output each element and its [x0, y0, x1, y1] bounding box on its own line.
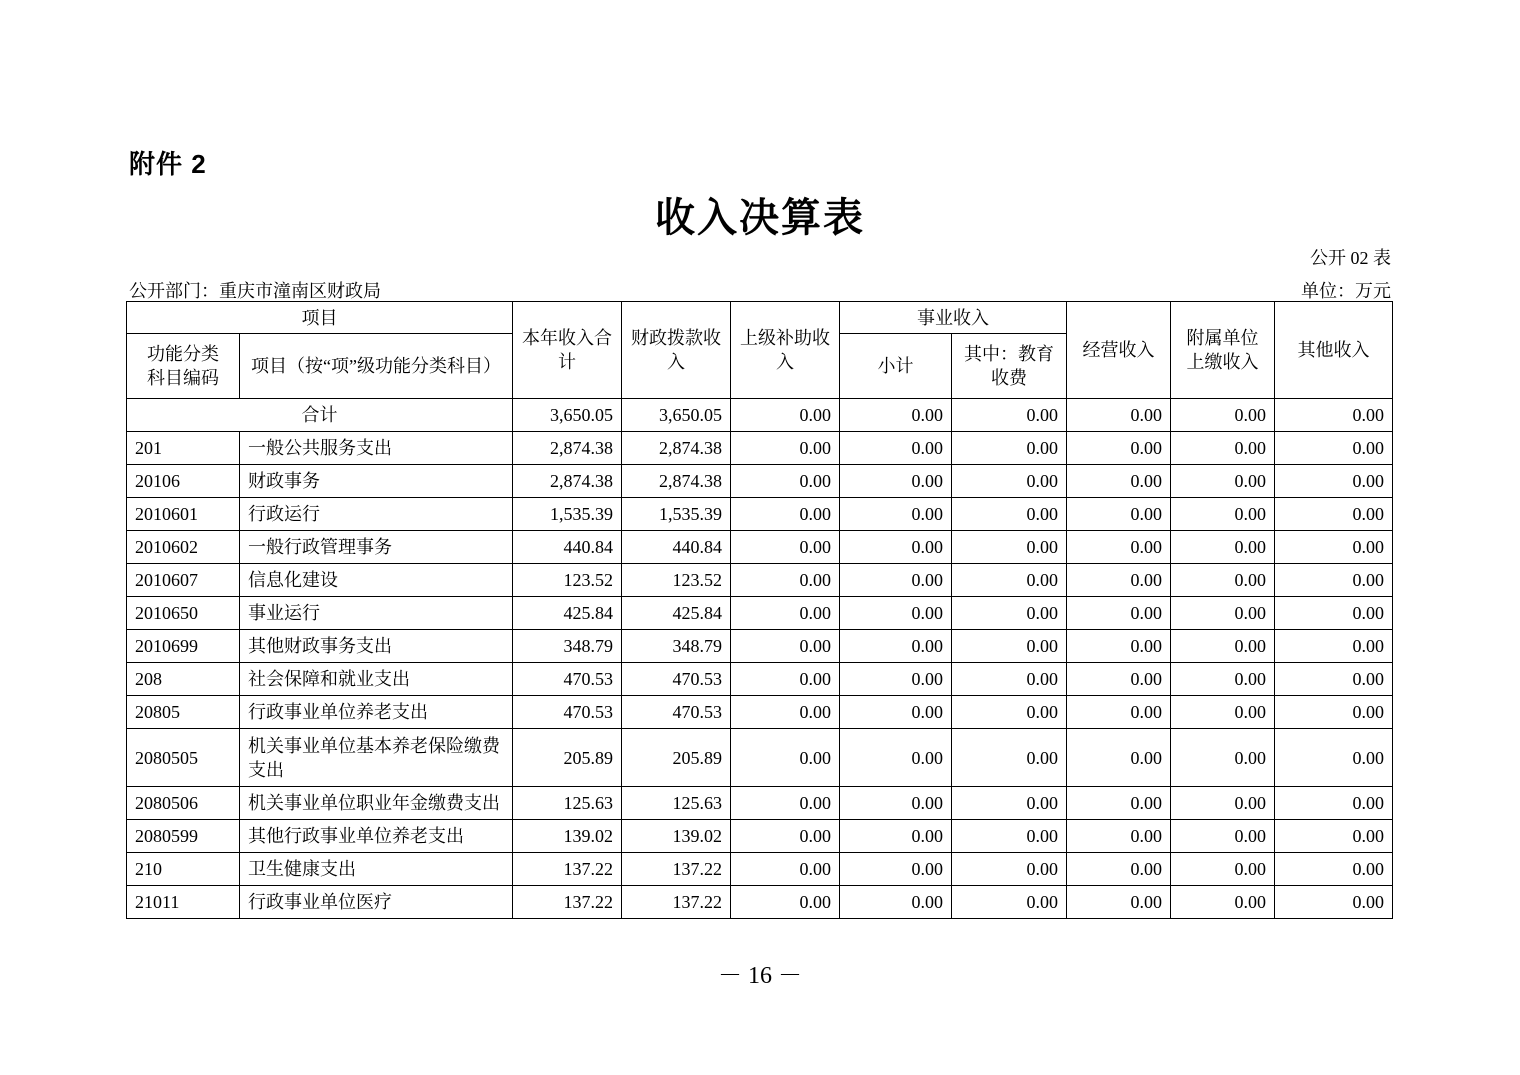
- header-other: 其他收入: [1275, 302, 1393, 399]
- unit-label: 单位：万元: [1301, 281, 1391, 301]
- row-value: 0.00: [1275, 696, 1393, 729]
- row-value: 470.53: [513, 663, 622, 696]
- row-value: 125.63: [622, 787, 731, 820]
- header-education-fee: 其中：教育收费: [952, 334, 1067, 399]
- row-value: 0.00: [1067, 630, 1171, 663]
- row-value: 0.00: [840, 696, 952, 729]
- row-value: 0.00: [731, 663, 840, 696]
- total-value: 0.00: [1275, 399, 1393, 432]
- table-body: [127, 399, 1393, 919]
- row-value: 0.00: [1275, 597, 1393, 630]
- row-value: 0.00: [1275, 729, 1393, 787]
- row-value: 0.00: [1275, 465, 1393, 498]
- header-project-name: 项目（按“项”级功能分类科目）: [240, 334, 513, 399]
- row-value: 0.00: [1275, 853, 1393, 886]
- row-value: 470.53: [513, 696, 622, 729]
- row-value: 0.00: [731, 498, 840, 531]
- header-subtotal: 小计: [840, 334, 952, 399]
- row-value: 0.00: [1171, 498, 1275, 531]
- row-value: 0.00: [1067, 432, 1171, 465]
- table-row: [127, 465, 1393, 498]
- row-name: 一般行政管理事务: [240, 531, 513, 564]
- row-value: 139.02: [513, 820, 622, 853]
- row-value: 0.00: [731, 630, 840, 663]
- row-value: 0.00: [731, 465, 840, 498]
- row-value: 0.00: [840, 820, 952, 853]
- row-value: 123.52: [622, 564, 731, 597]
- row-value: 0.00: [731, 886, 840, 919]
- row-value: 0.00: [840, 886, 952, 919]
- row-value: 0.00: [952, 531, 1067, 564]
- row-value: 0.00: [1067, 729, 1171, 787]
- row-value: 0.00: [731, 729, 840, 787]
- row-value: 0.00: [952, 696, 1067, 729]
- row-value: 440.84: [513, 531, 622, 564]
- table-row: [127, 498, 1393, 531]
- row-value: 0.00: [1171, 853, 1275, 886]
- header-business-income: 事业收入: [840, 302, 1067, 334]
- row-name: 其他行政事业单位养老支出: [240, 820, 513, 853]
- form-number: 公开 02 表: [1310, 248, 1391, 268]
- row-value: 0.00: [840, 465, 952, 498]
- row-value: 0.00: [731, 564, 840, 597]
- row-code: 2010601: [127, 498, 240, 531]
- row-value: 0.00: [1067, 564, 1171, 597]
- row-value: 0.00: [840, 663, 952, 696]
- row-value: 0.00: [1275, 820, 1393, 853]
- header-superior-subsidy: 上级补助收入: [731, 302, 840, 399]
- row-value: 0.00: [952, 853, 1067, 886]
- row-value: 0.00: [840, 853, 952, 886]
- row-value: 0.00: [840, 432, 952, 465]
- row-value: 0.00: [1171, 787, 1275, 820]
- row-name: 信息化建设: [240, 564, 513, 597]
- row-value: 0.00: [952, 787, 1067, 820]
- row-value: 0.00: [952, 465, 1067, 498]
- row-value: 2,874.38: [622, 432, 731, 465]
- row-value: 0.00: [952, 729, 1067, 787]
- row-value: 0.00: [1067, 498, 1171, 531]
- row-value: 470.53: [622, 696, 731, 729]
- row-value: 0.00: [952, 886, 1067, 919]
- row-value: 2,874.38: [513, 432, 622, 465]
- row-value: 137.22: [622, 886, 731, 919]
- row-code: 201: [127, 432, 240, 465]
- row-name: 卫生健康支出: [240, 853, 513, 886]
- row-code: 2010607: [127, 564, 240, 597]
- row-value: 0.00: [1067, 787, 1171, 820]
- row-value: 0.00: [1275, 630, 1393, 663]
- row-value: 205.89: [622, 729, 731, 787]
- table-row: [127, 787, 1393, 820]
- row-value: 137.22: [513, 886, 622, 919]
- row-value: 348.79: [513, 630, 622, 663]
- row-value: 0.00: [1275, 498, 1393, 531]
- header-total-income: 本年收入合计: [513, 302, 622, 399]
- row-code: 210: [127, 853, 240, 886]
- header-operating: 经营收入: [1067, 302, 1171, 399]
- total-value: 0.00: [1171, 399, 1275, 432]
- table-row: [127, 729, 1393, 787]
- row-name: 行政事业单位医疗: [240, 886, 513, 919]
- total-value: 0.00: [952, 399, 1067, 432]
- table-row: [127, 696, 1393, 729]
- page-title: 收入决算表: [655, 194, 865, 241]
- row-name: 机关事业单位职业年金缴费支出: [240, 787, 513, 820]
- row-value: 0.00: [1171, 820, 1275, 853]
- row-code: 208: [127, 663, 240, 696]
- header-func-code: 功能分类科目编码: [127, 334, 240, 399]
- income-table: [126, 301, 1393, 919]
- row-value: 0.00: [731, 853, 840, 886]
- row-value: 2,874.38: [513, 465, 622, 498]
- row-value: 0.00: [1171, 729, 1275, 787]
- row-code: 20106: [127, 465, 240, 498]
- row-code: 2010602: [127, 531, 240, 564]
- table-row: [127, 564, 1393, 597]
- row-value: 0.00: [1171, 465, 1275, 498]
- row-name: 一般公共服务支出: [240, 432, 513, 465]
- table-row: [127, 820, 1393, 853]
- row-value: 0.00: [840, 630, 952, 663]
- row-name: 行政运行: [240, 498, 513, 531]
- table-row: [127, 630, 1393, 663]
- table-row: [127, 853, 1393, 886]
- table-row: [127, 597, 1393, 630]
- row-name: 财政事务: [240, 465, 513, 498]
- row-value: 2,874.38: [622, 465, 731, 498]
- row-value: 0.00: [952, 498, 1067, 531]
- row-value: 0.00: [1171, 886, 1275, 919]
- row-value: 425.84: [622, 597, 731, 630]
- row-value: 139.02: [622, 820, 731, 853]
- row-value: 0.00: [1275, 432, 1393, 465]
- row-value: 0.00: [952, 597, 1067, 630]
- row-name: 行政事业单位养老支出: [240, 696, 513, 729]
- department-label: 公开部门：重庆市潼南区财政局: [129, 281, 381, 301]
- row-value: 137.22: [622, 853, 731, 886]
- total-value: 3,650.05: [622, 399, 731, 432]
- row-value: 0.00: [731, 531, 840, 564]
- row-value: 0.00: [1067, 531, 1171, 564]
- total-value: 0.00: [731, 399, 840, 432]
- row-code: 2080599: [127, 820, 240, 853]
- row-value: 0.00: [1171, 432, 1275, 465]
- row-value: 0.00: [1275, 787, 1393, 820]
- row-value: 0.00: [840, 564, 952, 597]
- row-value: 0.00: [952, 564, 1067, 597]
- attachment-label: 附件 2: [129, 149, 207, 179]
- row-value: 205.89: [513, 729, 622, 787]
- page-number: － 16 －: [718, 963, 802, 989]
- row-name: 机关事业单位基本养老保险缴费支出: [240, 729, 513, 787]
- row-value: 0.00: [1067, 597, 1171, 630]
- row-value: 0.00: [840, 498, 952, 531]
- total-label: 合计: [127, 399, 513, 432]
- row-value: 0.00: [731, 696, 840, 729]
- row-value: 1,535.39: [622, 498, 731, 531]
- row-value: 0.00: [1171, 630, 1275, 663]
- row-value: 0.00: [952, 663, 1067, 696]
- table-row: [127, 886, 1393, 919]
- row-value: 0.00: [1067, 820, 1171, 853]
- row-value: 0.00: [1067, 696, 1171, 729]
- row-code: 21011: [127, 886, 240, 919]
- row-code: 2010650: [127, 597, 240, 630]
- row-name: 事业运行: [240, 597, 513, 630]
- header-fiscal: 财政拨款收入: [622, 302, 731, 399]
- row-value: 470.53: [622, 663, 731, 696]
- table-row: [127, 531, 1393, 564]
- row-value: 0.00: [840, 597, 952, 630]
- row-code: 2010699: [127, 630, 240, 663]
- header-project: 项目: [127, 302, 513, 334]
- row-value: 0.00: [731, 787, 840, 820]
- row-value: 0.00: [1067, 853, 1171, 886]
- row-value: 0.00: [1171, 663, 1275, 696]
- row-value: 440.84: [622, 531, 731, 564]
- row-value: 137.22: [513, 853, 622, 886]
- row-name: 社会保障和就业支出: [240, 663, 513, 696]
- row-value: 0.00: [1067, 465, 1171, 498]
- row-value: 1,535.39: [513, 498, 622, 531]
- row-value: 0.00: [1275, 531, 1393, 564]
- table-row: [127, 663, 1393, 696]
- total-value: 3,650.05: [513, 399, 622, 432]
- row-code: 2080506: [127, 787, 240, 820]
- row-value: 348.79: [622, 630, 731, 663]
- row-value: 0.00: [731, 820, 840, 853]
- row-value: 0.00: [731, 432, 840, 465]
- row-value: 0.00: [952, 820, 1067, 853]
- row-value: 125.63: [513, 787, 622, 820]
- row-value: 0.00: [952, 630, 1067, 663]
- table-row: [127, 432, 1393, 465]
- row-value: 0.00: [1171, 597, 1275, 630]
- row-value: 425.84: [513, 597, 622, 630]
- row-value: 0.00: [1067, 663, 1171, 696]
- row-code: 2080505: [127, 729, 240, 787]
- row-value: 0.00: [731, 597, 840, 630]
- row-value: 0.00: [840, 531, 952, 564]
- total-value: 0.00: [1067, 399, 1171, 432]
- header-affiliated: 附属单位上缴收入: [1171, 302, 1275, 399]
- total-row: [127, 399, 1393, 432]
- row-code: 20805: [127, 696, 240, 729]
- total-value: 0.00: [840, 399, 952, 432]
- row-value: 0.00: [840, 787, 952, 820]
- row-value: 123.52: [513, 564, 622, 597]
- row-value: 0.00: [1171, 531, 1275, 564]
- row-value: 0.00: [1275, 564, 1393, 597]
- row-value: 0.00: [1275, 886, 1393, 919]
- row-value: 0.00: [1171, 564, 1275, 597]
- row-value: 0.00: [1275, 663, 1393, 696]
- row-name: 其他财政事务支出: [240, 630, 513, 663]
- row-value: 0.00: [840, 729, 952, 787]
- row-value: 0.00: [952, 432, 1067, 465]
- row-value: 0.00: [1067, 886, 1171, 919]
- row-value: 0.00: [1171, 696, 1275, 729]
